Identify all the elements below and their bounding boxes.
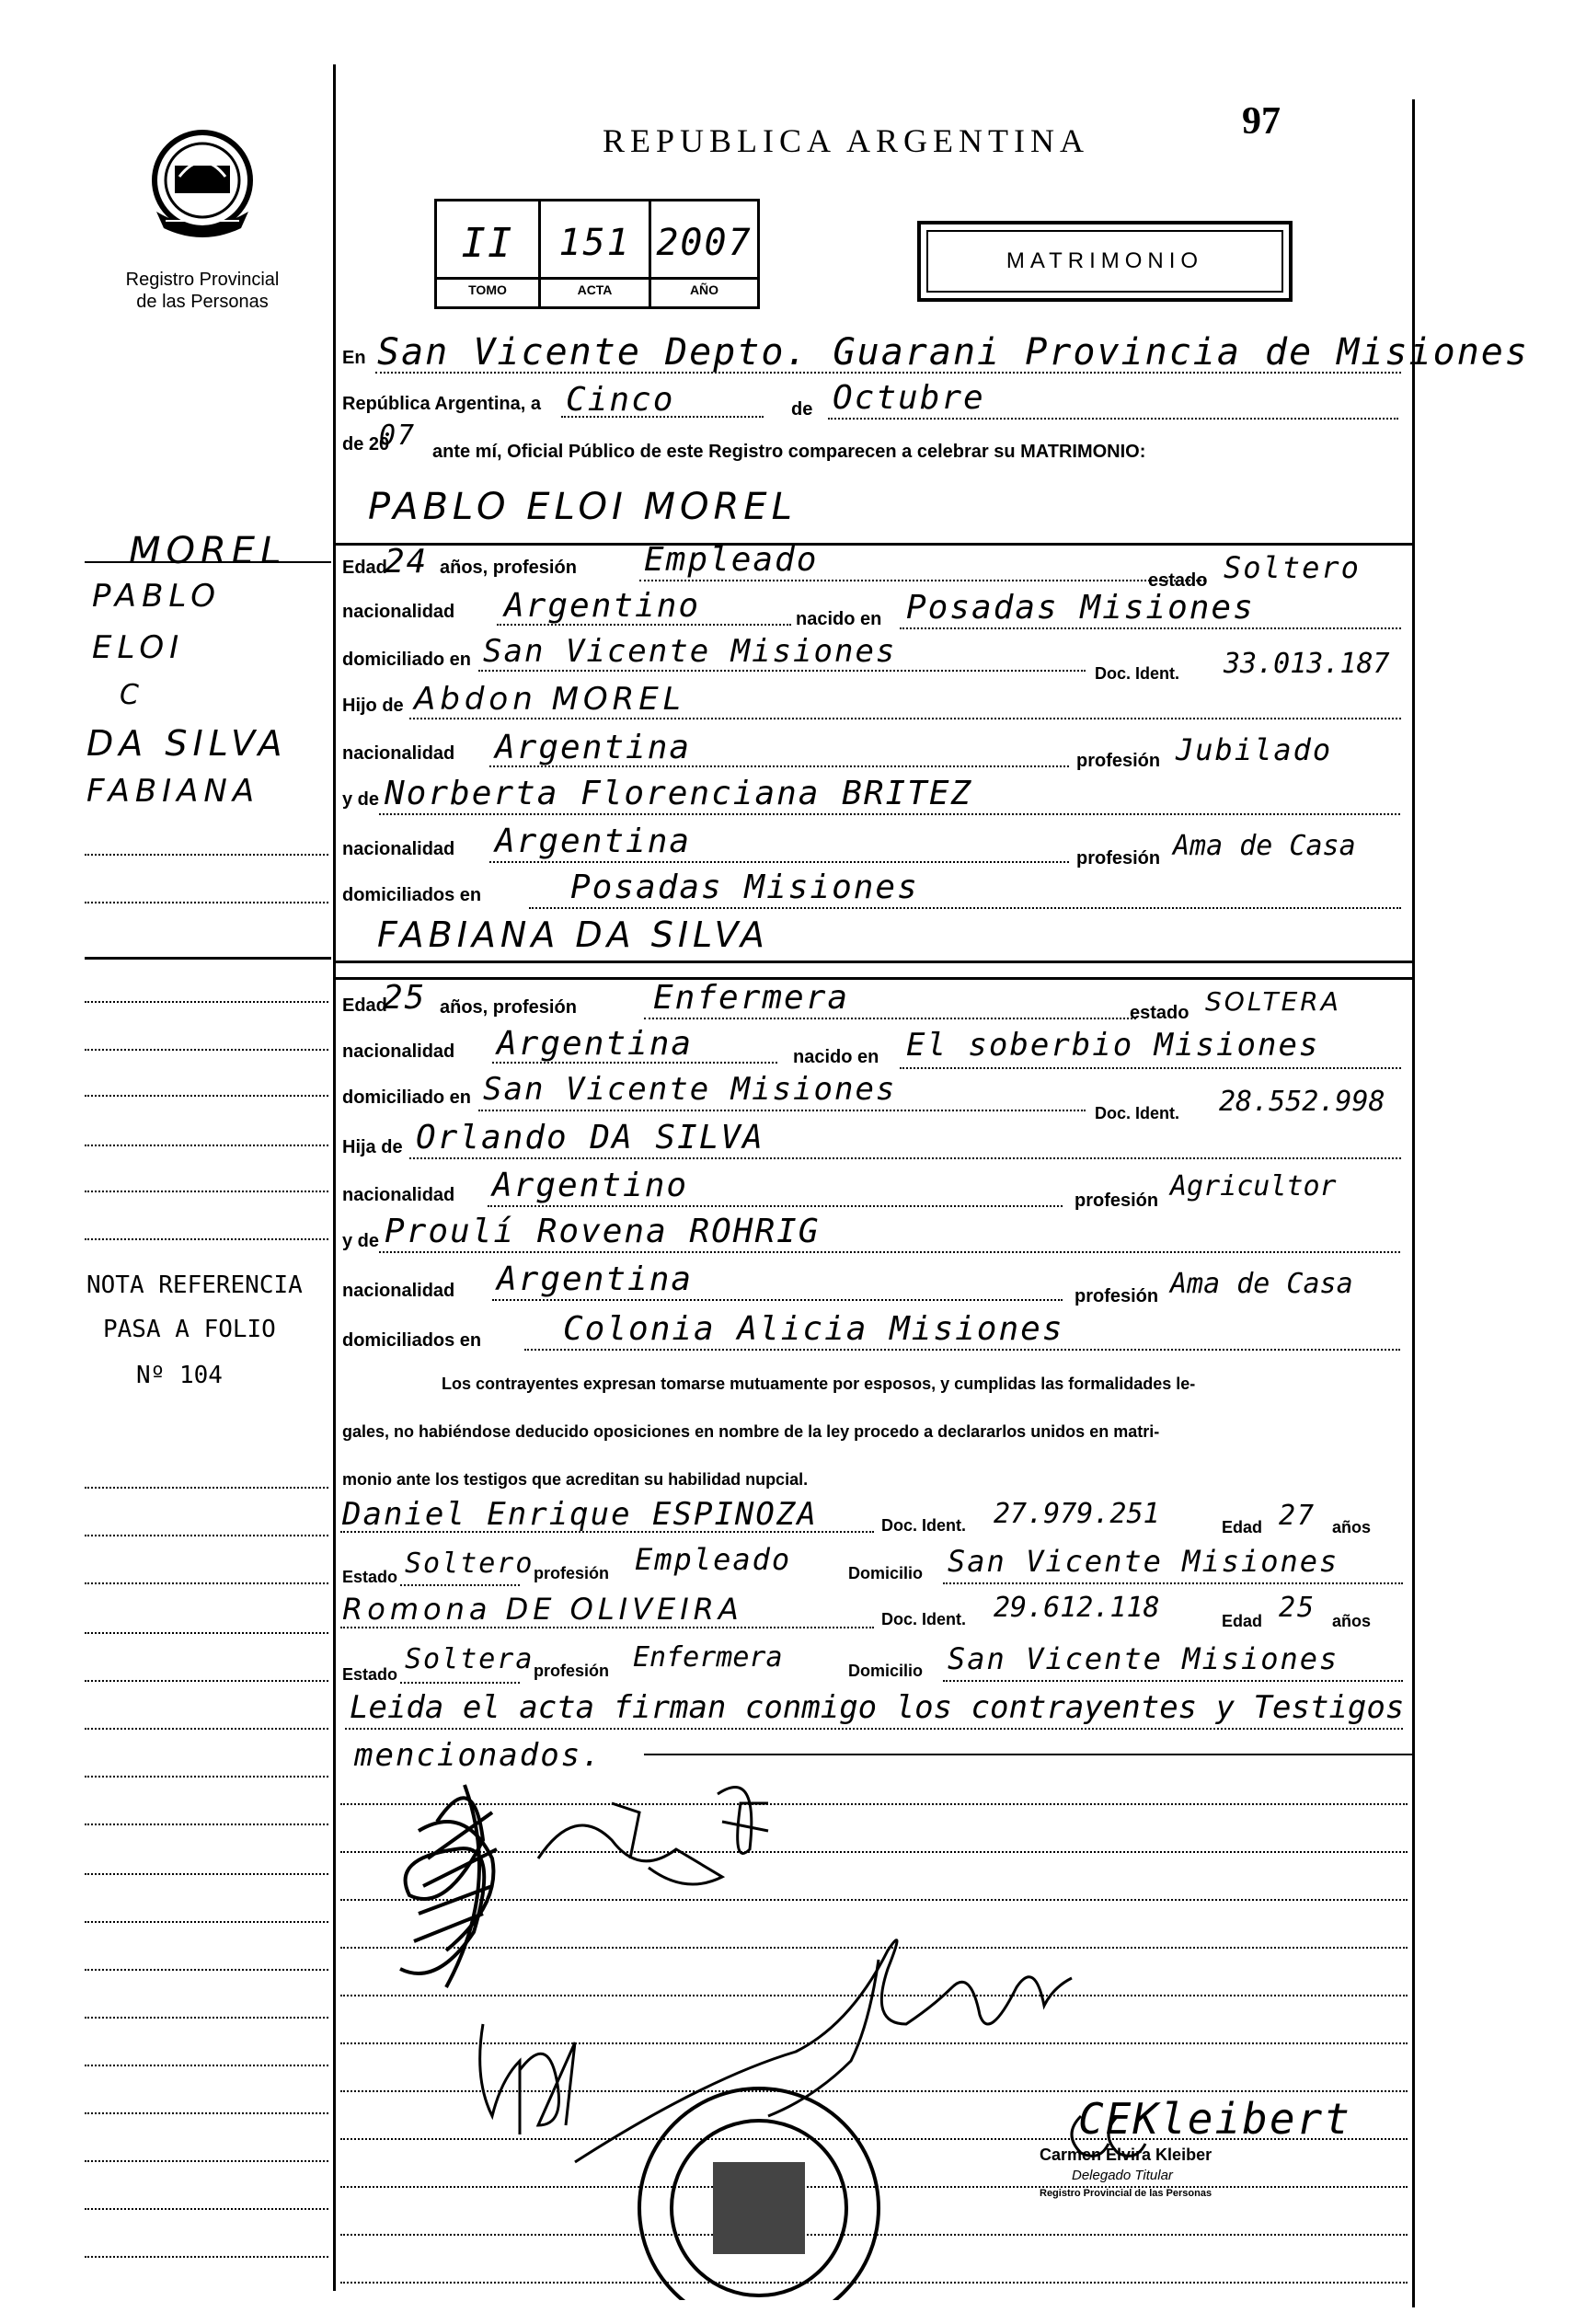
right-border <box>1412 99 1415 2307</box>
marriage-month: Octubre <box>833 379 985 417</box>
bride-doc-label: Doc. Ident. <box>1095 1104 1180 1122</box>
bride-birthplace: El soberbio Misiones <box>906 1027 1320 1064</box>
margin-ruled-line <box>85 1873 328 1875</box>
bride-age: 25 <box>383 979 427 1017</box>
witness1-edad-label: Edad <box>1222 1518 1263 1536</box>
margin-name2: ELOI <box>92 629 185 666</box>
bride-profession: Enfermera <box>653 979 850 1017</box>
bride-father-nationality: Argentino <box>492 1167 689 1204</box>
witness1-prof-label: profesión <box>534 1564 610 1582</box>
officer-signature-text: CEKleibert <box>1078 2094 1351 2144</box>
witness2-doc-label: Doc. Ident. <box>881 1610 967 1628</box>
page-number: 97 <box>1242 100 1281 143</box>
bride-estado-label: estado <box>1130 1003 1190 1023</box>
groom-signature <box>400 1785 497 1987</box>
bride-address: San Vicente Misiones <box>483 1071 897 1108</box>
witness2-edad-label: Edad <box>1222 1612 1263 1630</box>
witness1-doc-label: Doc. Ident. <box>881 1516 967 1535</box>
groom-parents-address: Posadas Misiones <box>570 869 919 906</box>
bride-full-name: FABIANA DA SILVA <box>377 915 769 955</box>
witness1-estado-label: Estado <box>342 1568 398 1586</box>
ante-text: ante mí, Oficial Público de este Registro comparecen a celebrar su MATRIMONIO: <box>432 442 1146 462</box>
tomo-label: TOMO <box>468 282 507 297</box>
marriage-place: San Vicente Depto. Guarani Provincia de Misiones <box>377 331 1529 374</box>
groom-hijo-label: Hijo de <box>342 696 404 716</box>
de-label: de <box>791 399 813 420</box>
margin-ruled-line <box>85 1582 328 1584</box>
bride-nationality: Argentina <box>497 1025 694 1063</box>
groom-nationality: Argentino <box>504 587 701 625</box>
margin-ruled-line <box>85 1145 328 1146</box>
bride-doc: 28.552.998 <box>1219 1086 1385 1118</box>
groom-mother-nationality: Argentina <box>495 823 692 860</box>
margin-ruled-line <box>85 1238 328 1240</box>
record-type-box <box>917 221 1293 302</box>
witness2-prof-label: profesión <box>534 1662 610 1680</box>
margin-ruled-line <box>85 1969 328 1971</box>
groom-mother-profession: Ama de Casa <box>1173 830 1356 862</box>
witness2-name: Romona DE OLIVEIRA <box>342 1592 743 1627</box>
groom-father-profession: Jubilado <box>1176 732 1333 767</box>
margin-ruled-line <box>85 1632 328 1634</box>
margin-surname1: MOREL <box>129 530 287 572</box>
margin-ruled-line <box>85 1001 328 1003</box>
groom-domiciliado-label: domiciliado en <box>342 650 472 670</box>
margin-ruled-line <box>85 902 328 903</box>
tomo-acta-anio-table <box>434 199 760 309</box>
groom-address: San Vicente Misiones <box>483 633 897 670</box>
margin-name3: FABIANA <box>86 773 260 810</box>
margin-nota-line1: NOTA REFERENCIA <box>86 1271 303 1299</box>
margin-nota-line3: Nº 104 <box>136 1362 223 1389</box>
marriage-day: Cinco <box>566 381 675 419</box>
witness1-profession: Empleado <box>635 1542 792 1577</box>
bride-mother: Proulí Rovena ROHRIG <box>385 1213 821 1250</box>
groom-full-name: PABLO ELOI MOREL <box>368 486 797 528</box>
groom-mother-prof-label: profesión <box>1076 848 1161 869</box>
groom-mother-nac-label: nacionalidad <box>342 839 455 859</box>
witness2-doc: 29.612.118 <box>994 1592 1160 1624</box>
tomo-value: II <box>461 220 514 267</box>
groom-edad-label: Edad <box>342 558 387 578</box>
signatures-area <box>336 1748 1412 2300</box>
margin-ruled-line <box>85 1921 328 1923</box>
bride-father-nac-label: nacionalidad <box>342 1185 455 1205</box>
witness1-anios-label: años <box>1332 1518 1372 1536</box>
bride-domiciliados-label: domiciliados en <box>342 1330 482 1351</box>
margin-ruled-line <box>85 1680 328 1682</box>
groom-domiciliados-label: domiciliados en <box>342 885 482 905</box>
groom-age: 24 <box>385 543 429 581</box>
registry-name: Registro Provincial de las Personas <box>125 270 280 312</box>
acta-label: ACTA <box>577 282 613 297</box>
witness1-domicilio-label: Domicilio <box>848 1564 924 1582</box>
groom-profession: Empleado <box>644 541 819 579</box>
witness1-address: San Vicente Misiones <box>948 1544 1339 1579</box>
witness1-name: Daniel Enrique ESPINOZA <box>342 1496 818 1533</box>
margin-ruled-line <box>85 2256 328 2258</box>
margin-surname2: DA SILVA <box>86 723 288 764</box>
closing-line1: Leida el acta firman conmigo los contrayentes y Testigos <box>350 1689 1405 1726</box>
groom-y-de-label: y de <box>342 789 380 810</box>
bride-signature <box>538 1803 722 1884</box>
anio-label: AÑO <box>689 282 719 297</box>
groom-father-nationality: Argentina <box>495 729 692 766</box>
bride-father-prof-label: profesión <box>1075 1191 1159 1211</box>
margin-ruled-line <box>85 1487 328 1489</box>
republica-label: República Argentina, a <box>342 394 541 414</box>
margin-name1: PABLO <box>92 578 222 615</box>
declaration-line3: monio ante los testigos que acreditan su habilidad nupcial. <box>342 1470 809 1489</box>
officer-office: Registro Provincial de las Personas <box>1040 2188 1212 2199</box>
margin-ruled-line <box>85 2160 328 2162</box>
groom-doc: 33.013.187 <box>1224 648 1390 680</box>
country-heading: REPUBLICA ARGENTINA <box>603 122 1090 159</box>
margin-nota-line2: PASA A FOLIO <box>103 1316 276 1343</box>
record-type: MATRIMONIO <box>1006 248 1204 273</box>
closing-line2: mencionados. <box>354 1737 603 1774</box>
margin-ruled-line <box>85 1728 328 1730</box>
groom-civil-status: Soltero <box>1224 550 1361 585</box>
margin-ruled-line <box>85 2065 328 2066</box>
bride-mother-prof-label: profesión <box>1075 1286 1159 1306</box>
marriage-year: 07 <box>379 420 417 452</box>
groom-estado-label: estado <box>1148 570 1208 591</box>
officer-name: Carmen Elvira Kleiber <box>1040 2146 1212 2164</box>
witness-signature-3 <box>575 1940 1072 2162</box>
bride-nacido-label: nacido en <box>793 1047 879 1067</box>
margin-conjunction: C <box>120 679 144 711</box>
bride-mother-profession: Ama de Casa <box>1170 1268 1353 1300</box>
bride-parents-address: Colonia Alicia Misiones <box>563 1310 1064 1348</box>
witness2-age: 25 <box>1279 1592 1316 1624</box>
official-stamp <box>639 2088 879 2300</box>
bride-domiciliado-label: domiciliado en <box>342 1087 472 1108</box>
acta-value: 151 <box>558 222 631 264</box>
groom-father-prof-label: profesión <box>1076 751 1161 771</box>
groom-father-nac-label: nacionalidad <box>342 743 455 764</box>
groom-mother: Norberta Florenciana BRITEZ <box>385 775 973 812</box>
witness1-doc: 27.979.251 <box>994 1498 1160 1530</box>
bride-nacionalidad-label: nacionalidad <box>342 1041 455 1062</box>
anio-value: 2007 <box>656 222 753 264</box>
witness-signature-2 <box>480 2024 575 2134</box>
margin-ruled-line <box>85 1824 328 1825</box>
witness2-civil-status: Soltera <box>405 1643 534 1675</box>
officer-title: Delegado Titular <box>1072 2168 1173 2183</box>
margin-ruled-line <box>85 1191 328 1192</box>
margin-ruled-line <box>85 2208 328 2210</box>
witness2-anios-label: años <box>1332 1612 1372 1630</box>
bride-edad-label: Edad <box>342 995 387 1016</box>
en-label: En <box>342 348 366 368</box>
groom-doc-label: Doc. Ident. <box>1095 664 1180 683</box>
groom-nacido-label: nacido en <box>796 609 882 629</box>
witness2-profession: Enfermera <box>633 1641 783 1674</box>
margin-ruled-line <box>85 854 328 856</box>
witness-signature-1 <box>718 1788 768 1854</box>
margin-ruled-line <box>85 1535 328 1536</box>
bride-civil-status: SOLTERA <box>1205 986 1341 1017</box>
margin-ruled-line <box>85 2017 328 2019</box>
declaration-line1: Los contrayentes expresan tomarse mutuamente por esposos, y cumplidas las formalidades le- <box>442 1375 1196 1393</box>
margin-ruled-line <box>85 1095 328 1097</box>
groom-birthplace: Posadas Misiones <box>906 589 1255 627</box>
groom-nacionalidad-label: nacionalidad <box>342 602 455 622</box>
witness1-civil-status: Soltero <box>405 1547 534 1580</box>
declaration-line2: gales, no habiéndose deducido oposiciones en nombre de la ley procedo a declararlos unidos en matri- <box>342 1422 1160 1441</box>
bride-mother-nationality: Argentina <box>497 1260 694 1298</box>
bride-father: Orlando DA SILVA <box>416 1119 764 1156</box>
witness2-address: San Vicente Misiones <box>948 1641 1339 1676</box>
bride-hija-label: Hija de <box>342 1137 403 1157</box>
witness2-estado-label: Estado <box>342 1665 398 1684</box>
groom-father: Abdon MOREL <box>414 681 685 718</box>
margin-ruled-line <box>85 2112 328 2114</box>
bride-mother-nac-label: nacionalidad <box>342 1281 455 1301</box>
province-seal <box>138 120 267 248</box>
bride-anios-label: años, profesión <box>440 997 577 1018</box>
groom-anios-label: años, profesión <box>440 558 577 578</box>
margin-ruled-line <box>85 1776 328 1778</box>
witness1-age: 27 <box>1279 1500 1316 1532</box>
witness2-domicilio-label: Domicilio <box>848 1662 924 1680</box>
year-prefix: de 20 <box>342 434 390 454</box>
margin-ruled-line <box>85 1049 328 1051</box>
bride-y-de-label: y de <box>342 1231 380 1251</box>
bride-father-profession: Agricultor <box>1170 1170 1337 1202</box>
